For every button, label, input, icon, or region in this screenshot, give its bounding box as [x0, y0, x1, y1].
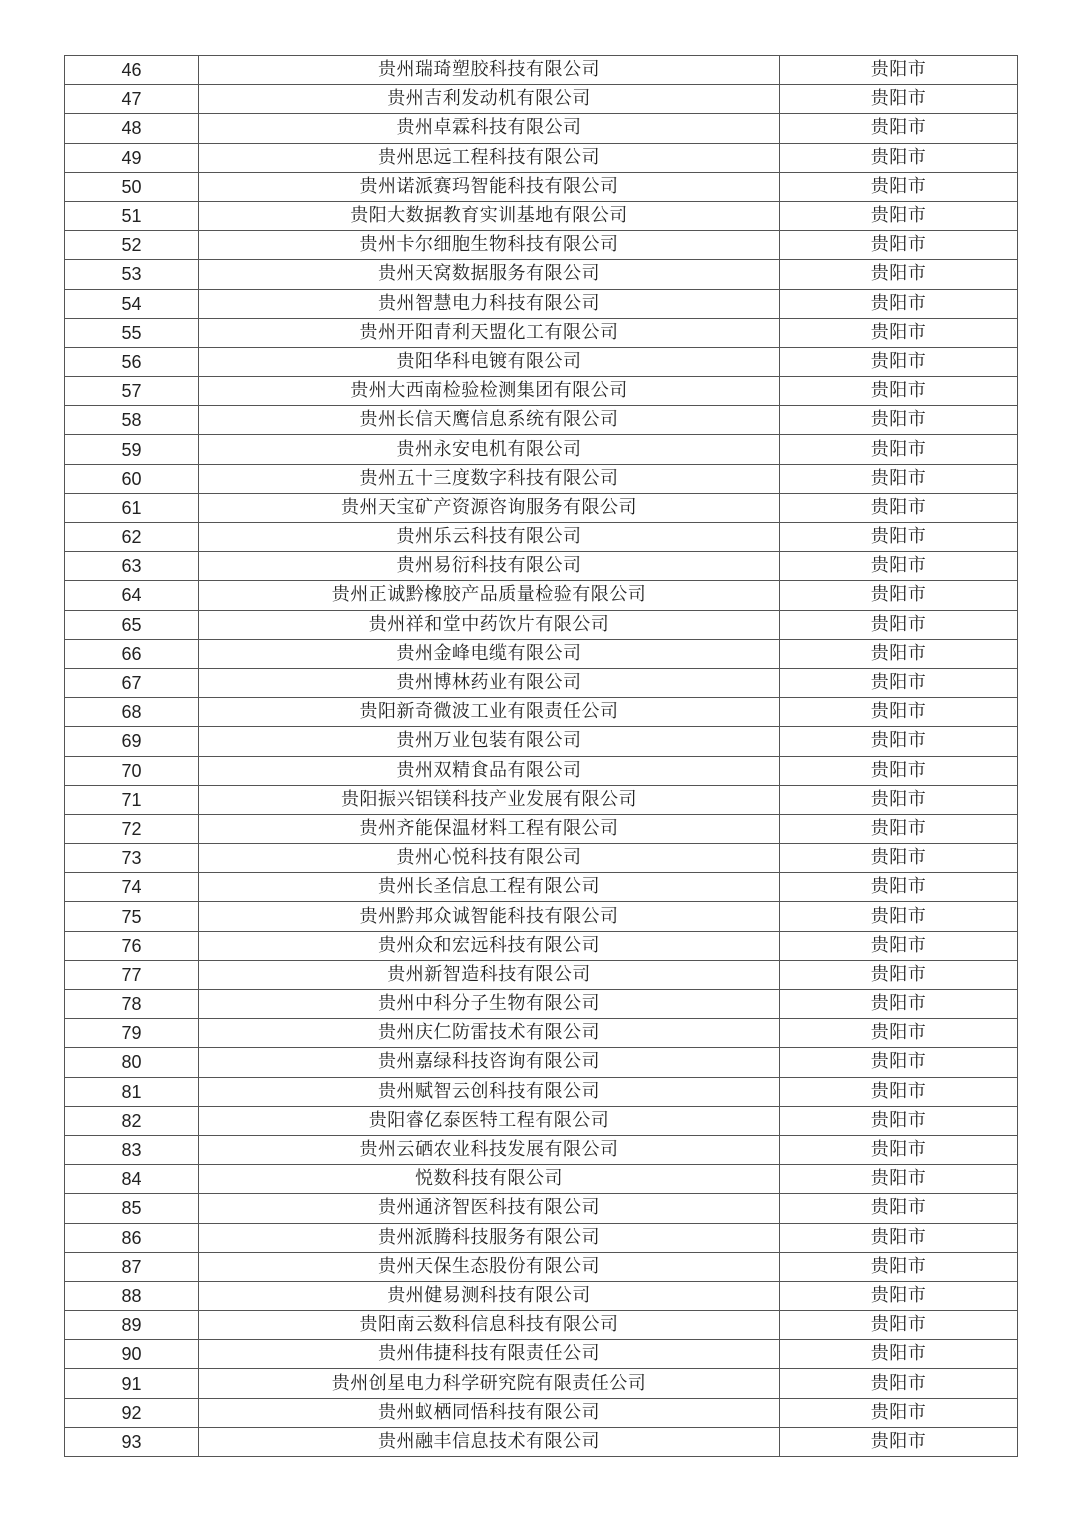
city-cell: 贵阳市 [780, 581, 1018, 610]
city-cell: 贵阳市 [780, 990, 1018, 1019]
table-row [65, 1048, 1018, 1077]
row-number-cell: 77 [65, 960, 199, 989]
table-row [65, 260, 1018, 289]
company-name-cell: 贵州天宝矿产资源咨询服务有限公司 [199, 493, 780, 522]
row-number-cell: 82 [65, 1106, 199, 1135]
table-row [65, 581, 1018, 610]
city-cell: 贵阳市 [780, 1106, 1018, 1135]
city-cell: 贵阳市 [780, 231, 1018, 260]
table-row [65, 1019, 1018, 1048]
table-row [65, 1311, 1018, 1340]
row-number-cell: 84 [65, 1165, 199, 1194]
city-cell: 贵阳市 [780, 1194, 1018, 1223]
row-number-cell: 69 [65, 727, 199, 756]
company-name-cell: 贵州蚁栖同悟科技有限公司 [199, 1398, 780, 1427]
city-cell: 贵阳市 [780, 1135, 1018, 1164]
table-row [65, 143, 1018, 172]
row-number-cell: 76 [65, 931, 199, 960]
company-name-cell: 贵州大西南检验检测集团有限公司 [199, 377, 780, 406]
city-cell: 贵阳市 [780, 552, 1018, 581]
row-number-cell: 62 [65, 523, 199, 552]
row-number-cell: 47 [65, 85, 199, 114]
table-row [65, 639, 1018, 668]
company-name-cell: 贵州天保生态股份有限公司 [199, 1252, 780, 1281]
company-name-cell: 贵州诺派赛玛智能科技有限公司 [199, 172, 780, 201]
company-name-cell: 贵州五十三度数字科技有限公司 [199, 464, 780, 493]
table-row [65, 406, 1018, 435]
table-row [65, 610, 1018, 639]
table-row [65, 289, 1018, 318]
row-number-cell: 57 [65, 377, 199, 406]
row-number-cell: 55 [65, 318, 199, 347]
table-row [65, 1281, 1018, 1310]
table-row [65, 698, 1018, 727]
company-name-cell: 贵州融丰信息技术有限公司 [199, 1427, 780, 1456]
table-row [65, 756, 1018, 785]
row-number-cell: 65 [65, 610, 199, 639]
table-row [65, 85, 1018, 114]
table-row [65, 1106, 1018, 1135]
city-cell: 贵阳市 [780, 201, 1018, 230]
table-row [65, 844, 1018, 873]
row-number-cell: 70 [65, 756, 199, 785]
city-cell: 贵阳市 [780, 756, 1018, 785]
row-number-cell: 58 [65, 406, 199, 435]
city-cell: 贵阳市 [780, 698, 1018, 727]
company-name-cell: 悦数科技有限公司 [199, 1165, 780, 1194]
company-name-cell: 贵州伟捷科技有限责任公司 [199, 1340, 780, 1369]
row-number-cell: 93 [65, 1427, 199, 1456]
company-name-cell: 贵州通济智医科技有限公司 [199, 1194, 780, 1223]
city-cell: 贵阳市 [780, 435, 1018, 464]
table-row [65, 172, 1018, 201]
row-number-cell: 49 [65, 143, 199, 172]
row-number-cell: 56 [65, 347, 199, 376]
table-row [65, 931, 1018, 960]
table-row [65, 1398, 1018, 1427]
city-cell: 贵阳市 [780, 172, 1018, 201]
row-number-cell: 74 [65, 873, 199, 902]
company-name-cell: 贵州庆仁防雷技术有限公司 [199, 1019, 780, 1048]
row-number-cell: 53 [65, 260, 199, 289]
company-name-cell: 贵州长信天鹰信息系统有限公司 [199, 406, 780, 435]
row-number-cell: 60 [65, 464, 199, 493]
table-row [65, 960, 1018, 989]
company-name-cell: 贵州众和宏远科技有限公司 [199, 931, 780, 960]
city-cell: 贵阳市 [780, 902, 1018, 931]
table-row [65, 1135, 1018, 1164]
table-row [65, 552, 1018, 581]
company-name-cell: 贵阳大数据教育实训基地有限公司 [199, 201, 780, 230]
table-row [65, 493, 1018, 522]
table-row [65, 523, 1018, 552]
table-row [65, 114, 1018, 143]
company-name-cell: 贵州赋智云创科技有限公司 [199, 1077, 780, 1106]
table-row [65, 1077, 1018, 1106]
table-row [65, 902, 1018, 931]
city-cell: 贵阳市 [780, 1340, 1018, 1369]
row-number-cell: 79 [65, 1019, 199, 1048]
row-number-cell: 59 [65, 435, 199, 464]
company-name-cell: 贵阳南云数科信息科技有限公司 [199, 1311, 780, 1340]
company-name-cell: 贵州卓霖科技有限公司 [199, 114, 780, 143]
city-cell: 贵阳市 [780, 377, 1018, 406]
city-cell: 贵阳市 [780, 1369, 1018, 1398]
company-name-cell: 贵州心悦科技有限公司 [199, 844, 780, 873]
row-number-cell: 83 [65, 1135, 199, 1164]
city-cell: 贵阳市 [780, 1427, 1018, 1456]
city-cell: 贵阳市 [780, 347, 1018, 376]
city-cell: 贵阳市 [780, 1077, 1018, 1106]
company-name-cell: 贵州云硒农业科技发展有限公司 [199, 1135, 780, 1164]
table-row [65, 56, 1018, 85]
city-cell: 贵阳市 [780, 639, 1018, 668]
company-name-cell: 贵州瑞琦塑胶科技有限公司 [199, 56, 780, 85]
company-name-cell: 贵州博林药业有限公司 [199, 668, 780, 697]
row-number-cell: 81 [65, 1077, 199, 1106]
city-cell: 贵阳市 [780, 931, 1018, 960]
city-cell: 贵阳市 [780, 1165, 1018, 1194]
table-row [65, 347, 1018, 376]
city-cell: 贵阳市 [780, 523, 1018, 552]
row-number-cell: 46 [65, 56, 199, 85]
city-cell: 贵阳市 [780, 785, 1018, 814]
row-number-cell: 48 [65, 114, 199, 143]
table-row [65, 1427, 1018, 1456]
row-number-cell: 72 [65, 814, 199, 843]
city-cell: 贵阳市 [780, 260, 1018, 289]
city-cell: 贵阳市 [780, 873, 1018, 902]
city-cell: 贵阳市 [780, 1252, 1018, 1281]
table-row [65, 668, 1018, 697]
company-name-cell: 贵州嘉绿科技咨询有限公司 [199, 1048, 780, 1077]
city-cell: 贵阳市 [780, 406, 1018, 435]
company-name-cell: 贵州正诚黔橡胶产品质量检验有限公司 [199, 581, 780, 610]
row-number-cell: 63 [65, 552, 199, 581]
row-number-cell: 80 [65, 1048, 199, 1077]
company-name-cell: 贵州卡尔细胞生物科技有限公司 [199, 231, 780, 260]
company-name-cell: 贵州开阳青利天盟化工有限公司 [199, 318, 780, 347]
company-name-cell: 贵州乐云科技有限公司 [199, 523, 780, 552]
city-cell: 贵阳市 [780, 318, 1018, 347]
row-number-cell: 78 [65, 990, 199, 1019]
company-name-cell: 贵州长圣信息工程有限公司 [199, 873, 780, 902]
table-row [65, 1223, 1018, 1252]
city-cell: 贵阳市 [780, 464, 1018, 493]
row-number-cell: 67 [65, 668, 199, 697]
row-number-cell: 54 [65, 289, 199, 318]
company-name-cell: 贵州易衍科技有限公司 [199, 552, 780, 581]
row-number-cell: 50 [65, 172, 199, 201]
row-number-cell: 91 [65, 1369, 199, 1398]
company-table [64, 55, 1018, 1457]
city-cell: 贵阳市 [780, 668, 1018, 697]
company-name-cell: 贵州天窝数据服务有限公司 [199, 260, 780, 289]
row-number-cell: 86 [65, 1223, 199, 1252]
table-row [65, 435, 1018, 464]
row-number-cell: 90 [65, 1340, 199, 1369]
city-cell: 贵阳市 [780, 114, 1018, 143]
table-row [65, 785, 1018, 814]
row-number-cell: 64 [65, 581, 199, 610]
company-name-cell: 贵州健易测科技有限公司 [199, 1281, 780, 1310]
table-row [65, 1340, 1018, 1369]
city-cell: 贵阳市 [780, 289, 1018, 318]
row-number-cell: 87 [65, 1252, 199, 1281]
company-name-cell: 贵阳新奇微波工业有限责任公司 [199, 698, 780, 727]
company-name-cell: 贵州永安电机有限公司 [199, 435, 780, 464]
city-cell: 贵阳市 [780, 56, 1018, 85]
table-row [65, 873, 1018, 902]
table-row [65, 1165, 1018, 1194]
company-name-cell: 贵州创星电力科学研究院有限责任公司 [199, 1369, 780, 1398]
table-row [65, 814, 1018, 843]
row-number-cell: 68 [65, 698, 199, 727]
row-number-cell: 51 [65, 201, 199, 230]
row-number-cell: 75 [65, 902, 199, 931]
city-cell: 贵阳市 [780, 1223, 1018, 1252]
table-row [65, 1369, 1018, 1398]
company-name-cell: 贵州黔邦众诚智能科技有限公司 [199, 902, 780, 931]
table-row [65, 1194, 1018, 1223]
company-name-cell: 贵州新智造科技有限公司 [199, 960, 780, 989]
company-name-cell: 贵州万业包装有限公司 [199, 727, 780, 756]
table-body [65, 56, 1018, 1457]
table-row [65, 377, 1018, 406]
city-cell: 贵阳市 [780, 493, 1018, 522]
row-number-cell: 66 [65, 639, 199, 668]
row-number-cell: 85 [65, 1194, 199, 1223]
table-row [65, 318, 1018, 347]
table-row [65, 201, 1018, 230]
city-cell: 贵阳市 [780, 727, 1018, 756]
row-number-cell: 92 [65, 1398, 199, 1427]
company-name-cell: 贵州祥和堂中药饮片有限公司 [199, 610, 780, 639]
city-cell: 贵阳市 [780, 85, 1018, 114]
company-name-cell: 贵阳睿亿泰医特工程有限公司 [199, 1106, 780, 1135]
city-cell: 贵阳市 [780, 814, 1018, 843]
row-number-cell: 61 [65, 493, 199, 522]
row-number-cell: 52 [65, 231, 199, 260]
city-cell: 贵阳市 [780, 1048, 1018, 1077]
company-name-cell: 贵阳振兴铝镁科技产业发展有限公司 [199, 785, 780, 814]
city-cell: 贵阳市 [780, 1281, 1018, 1310]
row-number-cell: 89 [65, 1311, 199, 1340]
company-name-cell: 贵州金峰电缆有限公司 [199, 639, 780, 668]
row-number-cell: 71 [65, 785, 199, 814]
city-cell: 贵阳市 [780, 960, 1018, 989]
city-cell: 贵阳市 [780, 610, 1018, 639]
company-name-cell: 贵州中科分子生物有限公司 [199, 990, 780, 1019]
row-number-cell: 73 [65, 844, 199, 873]
city-cell: 贵阳市 [780, 1019, 1018, 1048]
company-name-cell: 贵州派腾科技服务有限公司 [199, 1223, 780, 1252]
city-cell: 贵阳市 [780, 844, 1018, 873]
table-row [65, 990, 1018, 1019]
table-row [65, 231, 1018, 260]
company-name-cell: 贵州齐能保温材料工程有限公司 [199, 814, 780, 843]
company-name-cell: 贵阳华科电镀有限公司 [199, 347, 780, 376]
table-row [65, 727, 1018, 756]
city-cell: 贵阳市 [780, 143, 1018, 172]
city-cell: 贵阳市 [780, 1398, 1018, 1427]
company-name-cell: 贵州双精食品有限公司 [199, 756, 780, 785]
table-row [65, 1252, 1018, 1281]
table-row [65, 464, 1018, 493]
city-cell: 贵阳市 [780, 1311, 1018, 1340]
company-name-cell: 贵州智慧电力科技有限公司 [199, 289, 780, 318]
company-name-cell: 贵州吉利发动机有限公司 [199, 85, 780, 114]
company-name-cell: 贵州思远工程科技有限公司 [199, 143, 780, 172]
row-number-cell: 88 [65, 1281, 199, 1310]
document-page [64, 55, 1017, 1457]
